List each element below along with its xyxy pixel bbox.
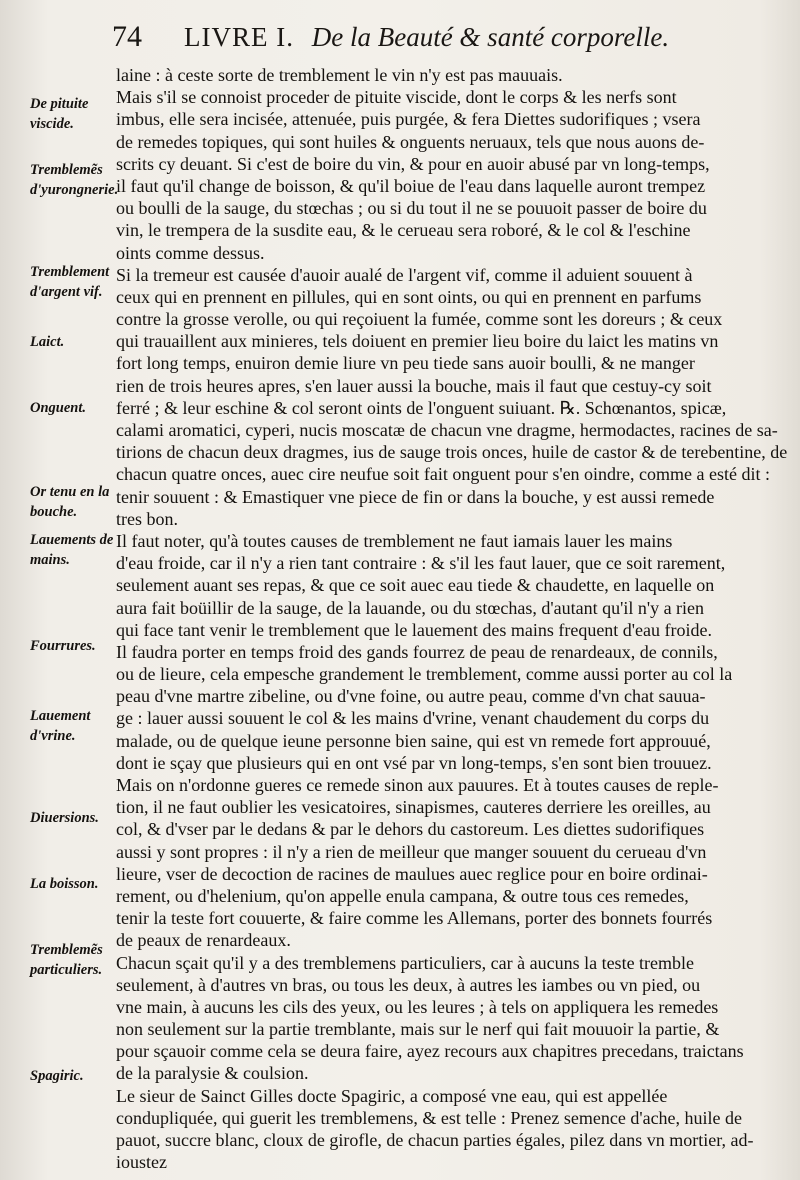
text-line: Mais on n'ordonne gueres ce remede sinon aux pauures. Et à toutes causes de reple-: [116, 775, 719, 795]
text-line: fort long temps, enuiron demie liure vn peu tiede sans auoir boulli, & ne manger: [116, 353, 695, 374]
text-line: aura fait boüillir de la sauge, de la lauande, ou du stœchas, d'autant qu'il n'y a rien: [116, 597, 705, 618]
text-line: seulement, à d'autres vn bras, ou tous les deux, à autres les iambes ou vn pied, ou: [116, 974, 701, 995]
text-line: il faut qu'il change de boisson, & qu'il boiue de l'eau dans laquelle auront trempez: [116, 175, 706, 196]
text-line: imbus, elle sera incisée, attenuée, puis purgée, & fera Diettes sudorifiques ; vsera: [116, 109, 701, 130]
text-line: Mais s'il se connoist proceder de pituite viscide, dont le corps & les nerfs sont: [116, 87, 677, 108]
margin-note: Tremblement d'argent vif.: [30, 264, 110, 300]
margin-note: Laict.: [30, 334, 65, 350]
text-line: col, & d'vser par le dedans & par le dehors du castoreum. Les diettes sudorifiques: [116, 819, 705, 840]
text-line: Si la tremeur est causée d'auoir aualé de l'argent vif, comme il aduient souuent à: [116, 264, 693, 285]
text-line: rement, ou d'helenium, qu'on appelle enula campana, & outre tous ces remedes,: [116, 885, 689, 906]
running-head-subtitle: De la Beauté & santé corporelle.: [311, 22, 670, 52]
text-line: Il faudra porter en temps froid des gands fourrez de peau de renardeaux, de connils,: [116, 641, 718, 662]
text-line: qui trauaillent aux minieres, tels doiuent en premier lieu boire du laict les matins vn: [116, 331, 719, 352]
margin-note: De pituite viscide.: [30, 96, 89, 132]
text-line: non seulement sur la partie tremblante, mais sur le nerf qui fait mouuoir la partie, &: [116, 1019, 720, 1040]
margin-note: Onguent.: [30, 400, 87, 416]
margin-note: Or tenu en la bouche.: [30, 484, 110, 520]
text-line: de remedes topiques, qui sont huiles & onguents neruaux, tels que nous auons de-: [116, 131, 705, 152]
text-line: Le sieur de Sainct Gilles docte Spagiric, a composé vne eau, qui est appellée: [116, 1085, 668, 1106]
text-line: lieure, vser de decoction de racines de maulues auec reglice pour en boire ordinai-: [116, 863, 708, 884]
page-number: 74: [112, 20, 142, 53]
text-line: chacun quatre onces, auec cire neufue soit fait onguent pour s'en oindre, comme a esté dit :: [116, 464, 770, 485]
text-line: laine : à ceste sorte de tremblement le vin n'y est pas mauuais.: [116, 65, 563, 85]
text-line: de peaux de renardeaux.: [116, 930, 291, 951]
margin-note: Lauements de mains.: [30, 532, 114, 568]
text-line: condupliquée, qui guerit les tremblemens, & est telle : Prenez semence d'ache, huile de: [116, 1107, 743, 1128]
text-line: ou de lieure, cela empesche grandement le tremblement, comme aussi porter au col la: [116, 664, 733, 685]
margin-note: La boisson.: [30, 876, 99, 892]
body-text: [116, 64, 792, 1173]
text-line: contre la grosse verolle, ou qui reçoiuent la fumée, comme sont les doreurs ; & ceux: [116, 309, 723, 330]
margin-note: Diuersions.: [30, 810, 99, 826]
text-line: pour sçauoir comme cela se deura faire, ayez recours aux chapitres precedans, traictans: [116, 1041, 744, 1062]
margin-note: Tremblemẽs particuliers.: [30, 942, 103, 978]
text-line: peau d'vne martre zibeline, ou d'vne foine, ou autre peau, comme d'vn chat sauua-: [116, 686, 706, 707]
text-line: tres bon.: [116, 508, 178, 529]
text-line: Il faut noter, qu'à toutes causes de tremblement ne faut iamais lauer les mains: [116, 530, 673, 551]
text-line: tenir la teste fort couuerte, & faire comme les Allemans, porter des bonnets fourrés: [116, 908, 713, 929]
text-line: oints comme dessus.: [116, 242, 265, 263]
text-line: tenir souuent : & Emastiquer vne piece de fin or dans la bouche, y est aussi remede: [116, 486, 715, 507]
running-head: [184, 22, 669, 53]
book-label: LIVRE I.: [184, 22, 294, 52]
text-line: ioustez: [116, 1152, 167, 1173]
text-line: malade, ou de quelque ieune personne bien saine, qui est vn remede fort approuué,: [116, 730, 711, 751]
text-line: seulement auant ses repas, & que ce soit auec eau tiede & chaudette, en laquelle on: [116, 575, 715, 596]
text-line: calami aromatici, cyperi, nucis moscatæ de chacun vne dragme, hermodactes, racines de sa-: [116, 420, 778, 440]
text-line: vne main, à aucuns les cils des yeux, ou les leures ; à tels on appliquera les remedes: [116, 996, 719, 1017]
text-line: scrits cy deuant. Si c'est de boire du vin, & pour en auoir abusé par vn long-temps,: [116, 153, 710, 174]
margin-note: Tremblemẽs d'yurongnerie.: [30, 162, 119, 198]
text-line: tirions de chacun deux dragmes, ius de sauge trois onces, huile de castor & de terebentine, de: [116, 442, 788, 463]
text-line: d'eau froide, car il n'y a rien tant contraire : & s'il les faut lauer, que ce soit rarement,: [116, 553, 726, 574]
margin-note: Spagiric.: [30, 1068, 84, 1084]
text-line: qui face tant venir le tremblement que le lauement des mains frequent d'eau froide.: [116, 619, 713, 640]
text-line: rien de trois heures apres, s'en lauer aussi la bouche, mais il faut que cestuy-cy soit: [116, 375, 712, 396]
text-line: pauot, succre blanc, cloux de girofle, de chacun parties égales, pilez dans vn mortier, ad-: [116, 1130, 754, 1150]
text-line: ferré ; & leur eschine & col seront oints de l'onguent suiuant. ℞. Schœnantos, spicæ,: [116, 397, 727, 418]
text-line: ge : lauer aussi souuent le col & les mains d'vrine, venant chaudement du corps du: [116, 708, 710, 729]
page-header: [112, 20, 780, 68]
margin-note: Lauement d'vrine.: [30, 708, 91, 744]
margin-note: Fourrures.: [30, 638, 96, 654]
text-line: Chacun sçait qu'il y a des tremblemens particuliers, car à aucuns la teste tremble: [116, 952, 695, 973]
text-line: vin, le trempera de la susdite eau, & le cerueau sera roboré, & le col & l'eschine: [116, 220, 691, 241]
text-line: ceux qui en prennent en pillules, qui en sont oints, ou qui en prennent en parfums: [116, 286, 702, 307]
text-line: de la paralysie & coulsion.: [116, 1063, 309, 1084]
text-line: dont ie sçay que plusieurs qui en ont vsé par vn long-temps, s'en sont bien trouuez.: [116, 752, 712, 773]
text-line: tion, il ne faut oublier les vesicatoires, sinapismes, cauteres derriere les oreilles, au: [116, 797, 711, 818]
text-line: aussi y sont propres : il n'y a rien de meilleur que manger souuent du cerueau d'vn: [116, 841, 707, 862]
text-line: ou boulli de la sauge, du stœchas ; ou si du tout il ne se pouuoit passer de boire du: [116, 198, 707, 219]
